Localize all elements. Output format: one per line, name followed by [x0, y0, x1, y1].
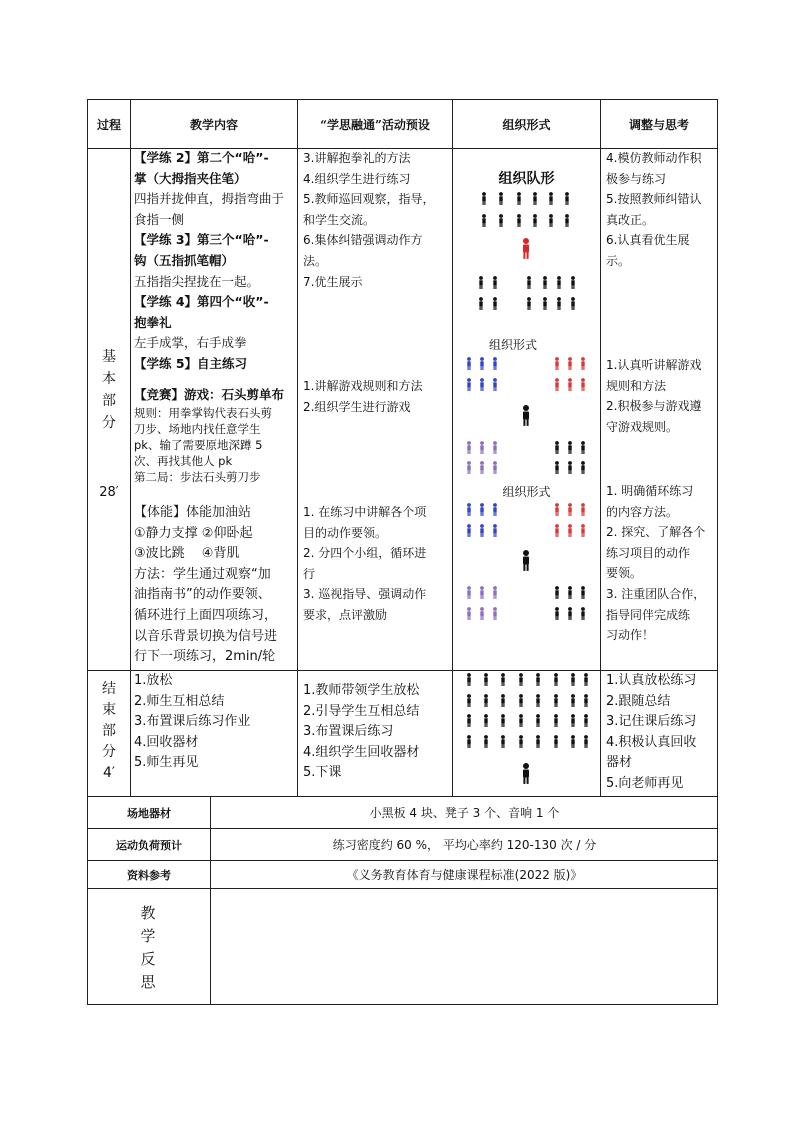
content-line: 刀步、场地内找任意学生	[134, 422, 261, 436]
content-line: pk、输了需要原地深蹲 5	[134, 438, 263, 452]
drill-2-title: 【学练 2】第二个“哈”-	[134, 150, 269, 165]
student-figure	[581, 441, 585, 454]
content-line: 油指南书”的动作要领、	[134, 587, 271, 603]
student-figure	[536, 735, 540, 748]
student-figure	[499, 192, 503, 205]
student-figure	[584, 735, 588, 748]
label-char: 束	[102, 702, 116, 718]
student-figure	[501, 714, 505, 727]
student-figure	[467, 673, 471, 686]
student-figure	[584, 694, 588, 707]
content-line: 1.放松	[134, 673, 173, 688]
student-figure	[555, 503, 559, 516]
student-figure	[549, 214, 553, 227]
student-figure	[480, 461, 484, 474]
student-figure	[584, 673, 588, 686]
reflection-line: 示。	[606, 253, 631, 268]
reflection-list-a	[606, 148, 701, 272]
student-figure	[555, 607, 559, 620]
reflection-line: 练习项目的动作	[606, 545, 691, 560]
student-figure	[543, 276, 547, 289]
reflection-line: 6.认真看优生展	[606, 233, 690, 248]
student-figure	[519, 714, 523, 727]
student-figure	[493, 607, 497, 620]
student-figure	[568, 461, 572, 474]
grid-line	[87, 1004, 718, 1005]
reflection-list-b	[606, 355, 701, 437]
student-figure	[554, 735, 558, 748]
reflection-line: 1.认真放松练习	[606, 673, 697, 688]
content-line: ③波比跳 ④背肌	[134, 546, 240, 562]
student-figure	[467, 357, 471, 370]
label-char: 分	[102, 744, 116, 760]
student-figure	[479, 297, 483, 310]
content-line: 四指并拢伸直，拇指弯曲于	[134, 191, 285, 207]
student-figure	[493, 276, 497, 289]
student-figure	[467, 378, 471, 391]
content-fitness	[134, 503, 277, 668]
reflection-line: 3.记住课后练习	[606, 714, 697, 730]
reflection-line: 2. 探究、了解各个	[606, 525, 706, 540]
content-line: 食指一侧	[134, 211, 185, 227]
reflection-line: 要领。	[606, 566, 643, 581]
student-figure	[501, 673, 505, 686]
org-title-game: 组织形式	[488, 338, 537, 352]
student-figure	[493, 461, 497, 474]
student-figure	[467, 461, 471, 474]
teacher-figure	[523, 238, 529, 259]
drill-5-title: 【学练 5】自主练习	[134, 355, 248, 371]
student-figure	[555, 378, 559, 391]
student-figure	[568, 524, 572, 537]
student-figure	[571, 297, 575, 310]
student-figure	[480, 524, 484, 537]
student-figure	[527, 276, 531, 289]
activity-line: 3.讲解抱拳礼的方法	[303, 151, 411, 165]
student-figure	[467, 714, 471, 727]
content-line: 3.布置课后练习作业	[134, 714, 251, 730]
teacher-figure	[523, 405, 529, 426]
venue-value: 小黑板 4 块、凳子 3 个、音响 1 个	[369, 806, 560, 820]
activity-line: 1. 在练习中讲解各个项	[303, 505, 427, 519]
reflection-line: 4.积极认真回收	[606, 734, 697, 750]
content-line: 行下一项练习，2min/轮	[134, 649, 276, 665]
reflection-line: 2.跟随总结	[606, 693, 671, 709]
content-drills	[134, 148, 284, 375]
header-content: 教学内容	[189, 117, 238, 132]
activity-line: 和学生交流。	[303, 212, 376, 227]
student-figure	[493, 586, 497, 599]
student-figure	[501, 735, 505, 748]
student-figure	[536, 694, 540, 707]
activity-line: 1.讲解游戏规则和方法	[303, 379, 423, 393]
student-figure	[519, 694, 523, 707]
student-figure	[519, 735, 523, 748]
student-figure	[555, 524, 559, 537]
grid-line	[600, 99, 601, 797]
student-figure	[480, 607, 484, 620]
activity-line: 行	[303, 566, 316, 581]
student-figure	[517, 214, 521, 227]
formation-diagram	[453, 148, 600, 796]
reflection-line: 2.积极参与游戏遵	[606, 399, 702, 414]
activity-line: 目的动作要领。	[303, 525, 388, 540]
student-figure	[554, 694, 558, 707]
student-figure	[479, 276, 483, 289]
content-game	[134, 385, 284, 485]
student-figure	[493, 297, 497, 310]
student-figure	[480, 357, 484, 370]
activity-line: 5.下课	[303, 765, 342, 781]
student-figure	[493, 357, 497, 370]
student-figure	[568, 441, 572, 454]
ending-activity	[303, 681, 419, 784]
student-figure	[571, 276, 575, 289]
content-line: 五指指尖捏拢在一起。	[134, 273, 260, 289]
student-figure	[581, 378, 585, 391]
activity-line: 4.组织学生回收器材	[303, 744, 420, 760]
content-line: 以音乐背景切换为信号进	[134, 628, 278, 644]
student-figure	[549, 192, 553, 205]
student-figure	[555, 357, 559, 370]
student-figure	[555, 461, 559, 474]
header-organization: 组织形式	[502, 117, 551, 132]
reflection-line: 1. 明确循环练习	[606, 484, 694, 498]
label-char: 结	[102, 681, 116, 697]
drill-4-subtitle: 抱拳礼	[134, 314, 172, 330]
activity-line: 3. 巡视指导、强调动作	[303, 587, 427, 602]
content-line: 次、再找其他人 pk	[134, 454, 233, 468]
reflection-line: 的内容方法。	[606, 504, 679, 519]
label-char: 基	[102, 349, 116, 365]
content-line: ①静力支撑 ②仰卧起	[134, 525, 253, 541]
grid-line	[130, 99, 131, 797]
student-figure	[554, 714, 558, 727]
student-figure	[536, 714, 540, 727]
activity-line: 法。	[303, 253, 328, 268]
activity-line: 1.教师带领学生放松	[303, 683, 420, 698]
student-figure	[584, 714, 588, 727]
student-figure	[581, 357, 585, 370]
activity-line: 2. 分四个小组，循环进	[303, 546, 427, 561]
teacher-figure	[523, 763, 529, 784]
student-figure	[581, 524, 585, 537]
student-figure	[568, 357, 572, 370]
student-figure	[493, 503, 497, 516]
student-figure	[467, 607, 471, 620]
student-figure	[484, 735, 488, 748]
grid-line	[297, 99, 298, 797]
ending-reflection	[606, 671, 696, 795]
label-char: 本	[102, 371, 116, 387]
student-figure	[557, 297, 561, 310]
content-line: 方法：学生通过观察“加	[134, 566, 271, 582]
reflection-line: 4.模仿教师动作积	[606, 151, 702, 165]
student-figure	[493, 524, 497, 537]
student-figure	[484, 694, 488, 707]
drill-3-title: 【学练 3】第三个“哈”-	[134, 232, 269, 248]
student-figure	[484, 714, 488, 727]
ending-content	[134, 671, 250, 774]
student-figure	[493, 378, 497, 391]
student-figure	[554, 673, 558, 686]
student-figure	[482, 214, 486, 227]
student-figure	[565, 214, 569, 227]
student-figure	[480, 503, 484, 516]
student-figure	[568, 607, 572, 620]
student-figure	[533, 214, 537, 227]
student-figure	[480, 586, 484, 599]
student-figure	[571, 714, 575, 727]
header-process: 过程	[96, 117, 121, 132]
basic-part-label	[89, 346, 129, 434]
grid-line	[210, 796, 211, 1005]
teacher-figure	[523, 550, 529, 571]
student-figure	[480, 378, 484, 391]
label-char: 思	[140, 973, 156, 991]
label-char: 部	[102, 723, 116, 739]
student-figure	[499, 214, 503, 227]
activity-list-a	[303, 148, 434, 292]
reflection-line: 规则和方法	[606, 378, 667, 393]
student-figure	[557, 276, 561, 289]
reflection-line: 真改正。	[606, 212, 655, 227]
label-char: 4′	[102, 765, 116, 781]
load-value: 练习密度约 60 %， 平均心率约 120-130 次 / 分	[332, 838, 597, 852]
student-figure	[467, 586, 471, 599]
drill-4-title: 【学练 4】第四个“收”-	[134, 294, 269, 310]
reflection-line: 1.认真听讲解游戏	[606, 358, 702, 372]
reference-value: 《义务教育体育与健康课程标准(2022 版)》	[346, 868, 583, 882]
basic-part-time: 28′	[99, 485, 119, 500]
student-figure	[482, 192, 486, 205]
content-line: 左手成掌，右手成拳	[134, 335, 247, 351]
label-char: 教	[140, 904, 156, 922]
activity-line: 4.组织学生进行练习	[303, 171, 411, 186]
activity-list-c	[303, 502, 426, 626]
student-figure	[467, 503, 471, 516]
teaching-reflection-label	[128, 902, 168, 994]
reflection-line: 习动作！	[606, 628, 655, 643]
content-line: 5.师生再见	[134, 755, 199, 771]
activity-line: 2.组织学生进行游戏	[303, 399, 411, 414]
grid-line	[87, 888, 718, 889]
student-figure	[536, 673, 540, 686]
student-figure	[467, 694, 471, 707]
activity-line: 5.教师巡回观察，指导，	[303, 192, 435, 207]
reference-label: 资料参考	[127, 868, 171, 882]
load-label: 运动负荷预计	[116, 838, 182, 852]
student-figure	[581, 586, 585, 599]
student-figure	[568, 378, 572, 391]
student-figure	[571, 673, 575, 686]
activity-line: 3.布置课后练习	[303, 724, 394, 740]
label-char: 反	[140, 950, 156, 968]
content-line: 第二局：步法石头剪刀步	[134, 470, 261, 484]
header-activity: “学思融通”活动预设	[320, 117, 430, 132]
reflection-line: 器材	[606, 755, 633, 771]
student-figure	[581, 607, 585, 620]
content-line: 4.回收器材	[134, 734, 199, 750]
label-char: 分	[102, 415, 116, 431]
student-figure	[533, 192, 537, 205]
drill-2-subtitle: 掌（大拇指夹住笔）	[134, 170, 247, 186]
activity-line: 要求，点评激励	[303, 607, 388, 622]
ending-part-label	[89, 679, 129, 784]
student-figure	[501, 694, 505, 707]
org-title-formation: 组织队形	[498, 171, 555, 187]
label-char: 部	[102, 393, 116, 409]
student-figure	[480, 441, 484, 454]
student-figure	[467, 735, 471, 748]
student-figure	[519, 673, 523, 686]
student-figure	[527, 297, 531, 310]
content-line: 2.师生互相总结	[134, 693, 225, 709]
content-line: 循环进行上面四项练习，	[134, 607, 278, 623]
reflection-line: 指导同伴完成练	[606, 607, 691, 622]
student-figure	[581, 503, 585, 516]
activity-line: 6.集体纠错强调动作方	[303, 233, 423, 248]
student-figure	[581, 461, 585, 474]
activity-list-b	[303, 376, 422, 417]
student-figure	[484, 673, 488, 686]
student-figure	[517, 192, 521, 205]
reflection-line: 5.向老师再见	[606, 775, 684, 791]
student-figure	[467, 524, 471, 537]
reflection-list-c	[606, 481, 705, 646]
student-figure	[493, 441, 497, 454]
student-figure	[568, 586, 572, 599]
drill-3-subtitle: 钩（五指抓笔帽）	[134, 252, 235, 268]
student-figure	[571, 694, 575, 707]
reflection-line: 3. 注重团队合作，	[606, 586, 706, 601]
activity-line: 7.优生展示	[303, 274, 363, 289]
student-figure	[555, 441, 559, 454]
student-figure	[565, 192, 569, 205]
activity-line: 2.引导学生互相总结	[303, 703, 420, 719]
venue-label: 场地器材	[127, 806, 171, 820]
fitness-title: 【体能】体能加油站	[134, 505, 252, 520]
student-figure	[555, 586, 559, 599]
label-char: 学	[140, 927, 156, 945]
grid-line	[717, 99, 718, 1005]
student-figure	[568, 503, 572, 516]
header-reflection: 调整与思考	[628, 117, 689, 132]
org-title-fitness: 组织形式	[502, 485, 551, 499]
student-figure	[571, 735, 575, 748]
student-figure	[543, 297, 547, 310]
reflection-line: 5.按照教师纠错认	[606, 192, 702, 207]
student-figure	[467, 441, 471, 454]
content-line: 规则：用拳掌钩代表石头剪	[134, 406, 272, 420]
reflection-line: 守游戏规则。	[606, 419, 679, 434]
reflection-line: 极参与练习	[606, 171, 667, 186]
game-title: 【竞赛】游戏：石头剪单布	[134, 387, 285, 402]
